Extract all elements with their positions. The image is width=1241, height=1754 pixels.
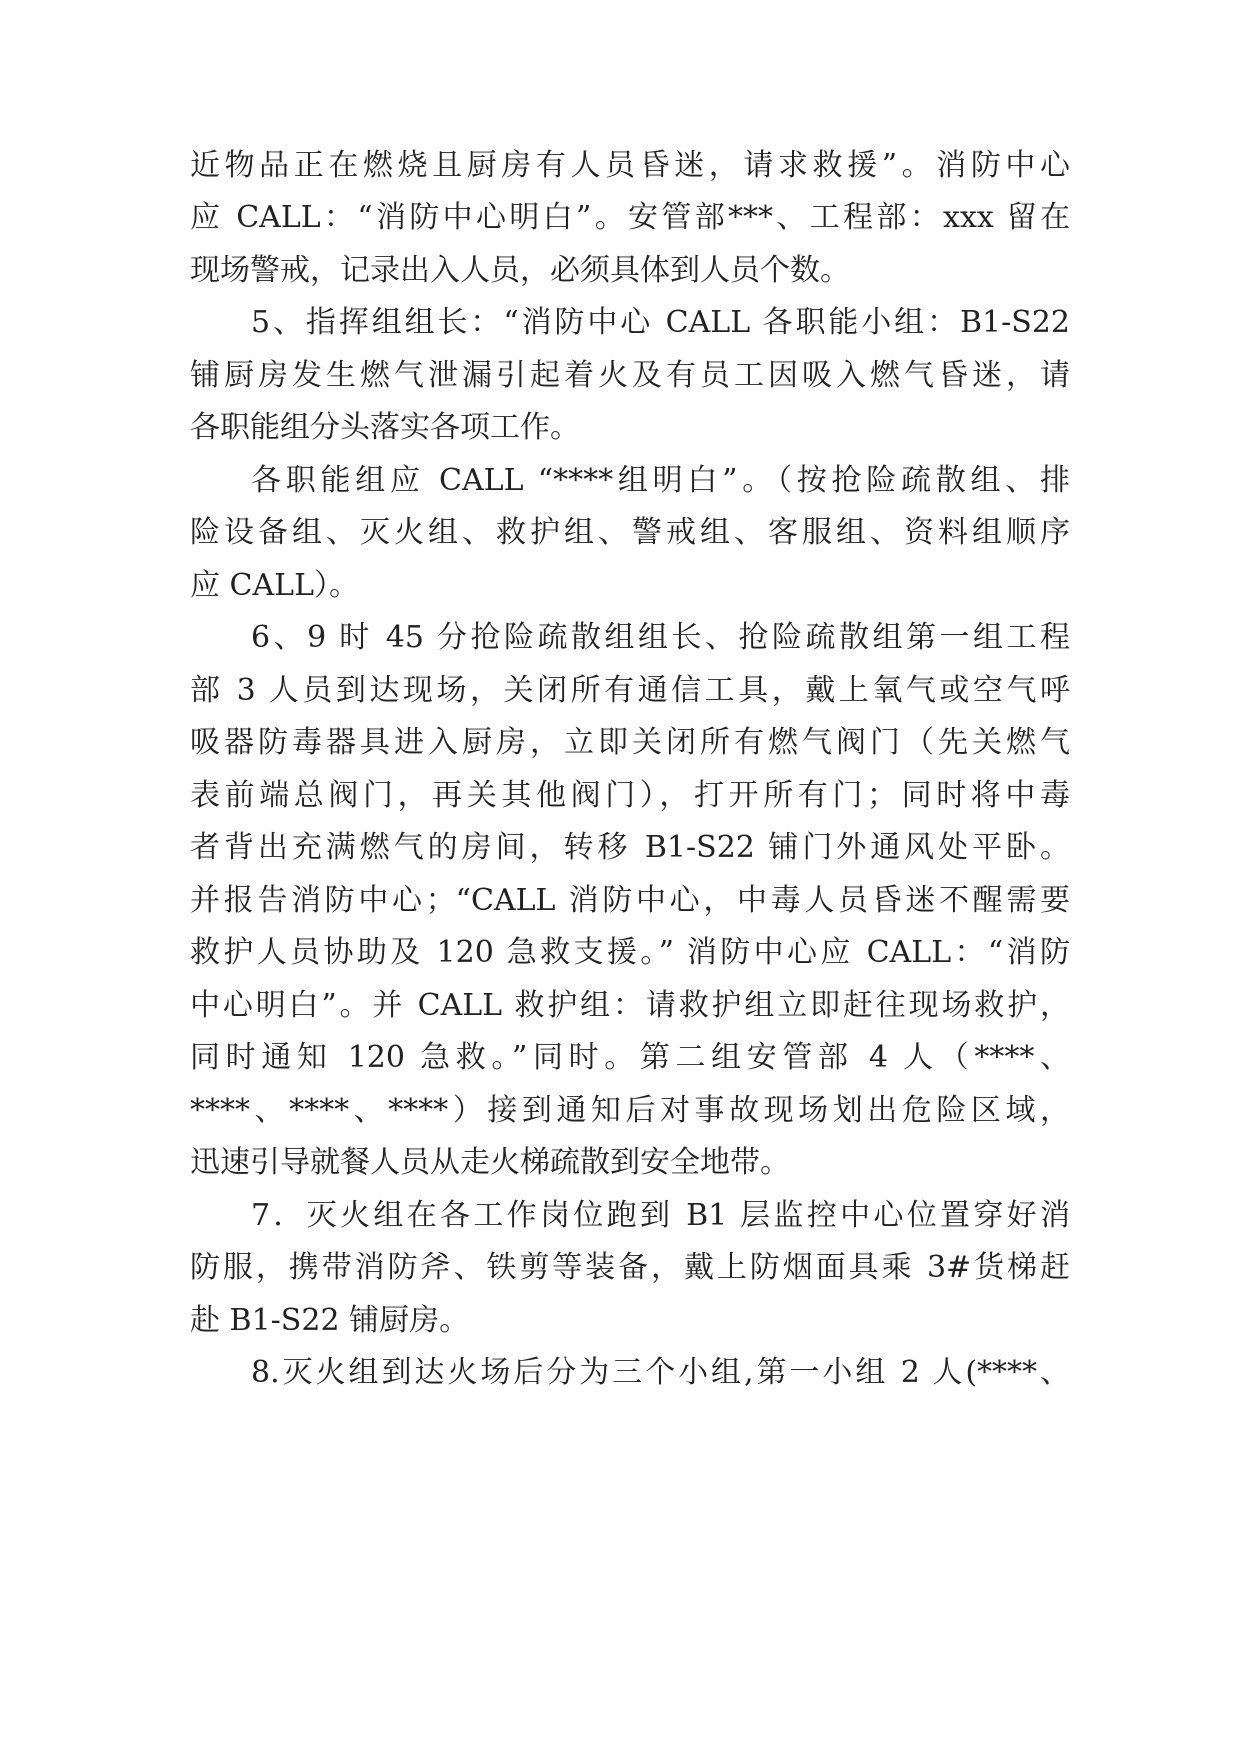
text-line: 同时通知 120 急救。”同时。第二组安管部 4 人（****、	[190, 1040, 1070, 1075]
paragraph-start-line: 各职能组应 CALL “****组明白”。（按抢险疏散组、排	[251, 463, 1070, 498]
text-line: 现场警戒，记录出入人员，必须具体到人员个数。	[190, 253, 850, 288]
text-line: 者背出充满燃气的房间，转移 B1-S22 铺门外通风处平卧。	[190, 830, 1070, 865]
text-line: 迅速引导就餐人员从走火梯疏散到安全地带。	[190, 1145, 790, 1180]
text-line: 并报告消防中心；“CALL 消防中心，中毒人员昏迷不醒需要	[190, 883, 1070, 918]
text-line: 铺厨房发生燃气泄漏引起着火及有员工因吸入燃气昏迷，请	[190, 358, 1070, 393]
text-line: 防服，携带消防斧、铁剪等装备，戴上防烟面具乘 3#货梯赶	[190, 1250, 1070, 1285]
paragraph-start-line: 6、9 时 45 分抢险疏散组组长、抢险疏散组第一组工程	[251, 620, 1070, 655]
text-line: ****、****、****）接到通知后对事故现场划出危险区域，	[190, 1093, 1070, 1128]
text-line: 救护人员协助及 120 急救支援。” 消防中心应 CALL：“消防	[190, 935, 1070, 970]
text-line: 中心明白”。并 CALL 救护组：请救护组立即赶往现场救护，	[190, 988, 1070, 1023]
text-line: 表前端总阀门，再关其他阀门），打开所有门；同时将中毒	[190, 778, 1070, 813]
text-line: 险设备组、灭火组、救护组、警戒组、客服组、资料组顺序	[190, 515, 1070, 550]
text-line: 各职能组分头落实各项工作。	[190, 410, 580, 445]
paragraph-start-line: 7．灭火组在各工作岗位跑到 B1 层监控中心位置穿好消	[251, 1198, 1070, 1233]
paragraph-start-line: 5、指挥组组长：“消防中心 CALL 各职能小组：B1-S22	[251, 305, 1070, 340]
paragraph-start-line: 8.灭火组到达火场后分为三个小组,第一小组 2 人(****、	[251, 1355, 1070, 1390]
text-line: 应 CALL：“消防中心明白”。安管部***、工程部：xxx 留在	[190, 200, 1070, 235]
text-line: 吸器防毒器具进入厨房，立即关闭所有燃气阀门（先关燃气	[190, 725, 1070, 760]
text-line: 赴 B1-S22 铺厨房。	[190, 1303, 470, 1338]
text-line: 近物品正在燃烧且厨房有人员昏迷，请求救援”。消防中心	[190, 148, 1070, 183]
text-line: 部 3 人员到达现场，关闭所有通信工具，戴上氧气或空气呼	[190, 673, 1070, 708]
text-line: 应 CALL）。	[190, 568, 359, 603]
